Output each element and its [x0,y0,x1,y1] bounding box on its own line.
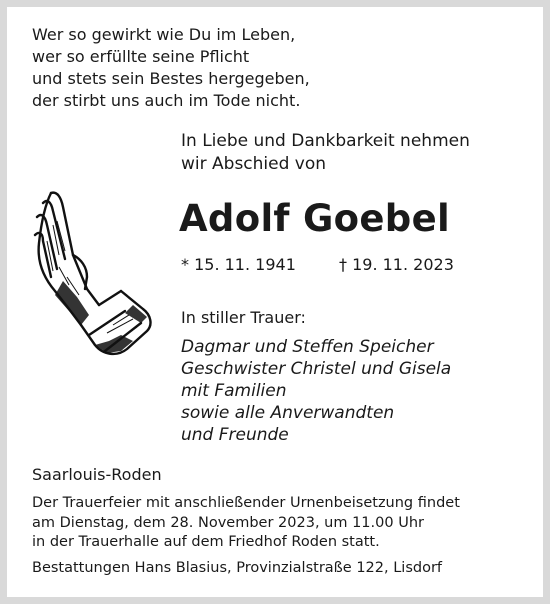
farewell-intro [181,130,470,176]
birth-date: * 15. 11. 1941 [181,255,296,274]
death-date: † 19. 11. 2023 [339,255,454,274]
intro-line: In Liebe und Dankbarkeit nehmen [181,131,470,151]
place-name: Saarlouis-Roden [32,465,162,484]
deceased-name: Adolf Goebel [179,197,450,240]
service-line: Der Trauerfeier mit anschließender Urnenbeisetzung findet [32,495,460,511]
mourner-line: mit Familien [181,381,287,401]
obituary-card [7,7,543,597]
praying-hands-icon [29,185,153,360]
poem-line: der stirbt uns auch im Tode nicht. [32,91,301,110]
service-line: am Dienstag, dem 28. November 2023, um 11.00 Uhr [32,514,424,531]
mourner-line: Dagmar und Steffen Speicher [181,337,434,357]
intro-line: wir Abschied von [181,154,327,174]
mourning-label: In stiller Trauer: [181,308,306,327]
poem-line: und stets sein Bestes hergegeben, [32,69,310,88]
life-dates [181,255,454,274]
mourner-line: sowie alle Anverwandten [181,403,395,423]
poem [32,24,310,112]
undertaker-info: Bestattungen Hans Blasius, Provinzialstraße 122, Lisdorf [32,560,443,576]
service-line: in der Trauerhalle auf dem Friedhof Roden statt. [32,534,380,550]
poem-line: wer so erfüllte seine Pflicht [32,47,250,66]
mourner-line: und Freunde [181,425,289,445]
service-notice [32,494,460,553]
poem-line: Wer so gewirkt wie Du im Leben, [32,25,296,44]
mourner-line: Geschwister Christel und Gisela [181,359,452,379]
mourners-list [181,336,451,446]
